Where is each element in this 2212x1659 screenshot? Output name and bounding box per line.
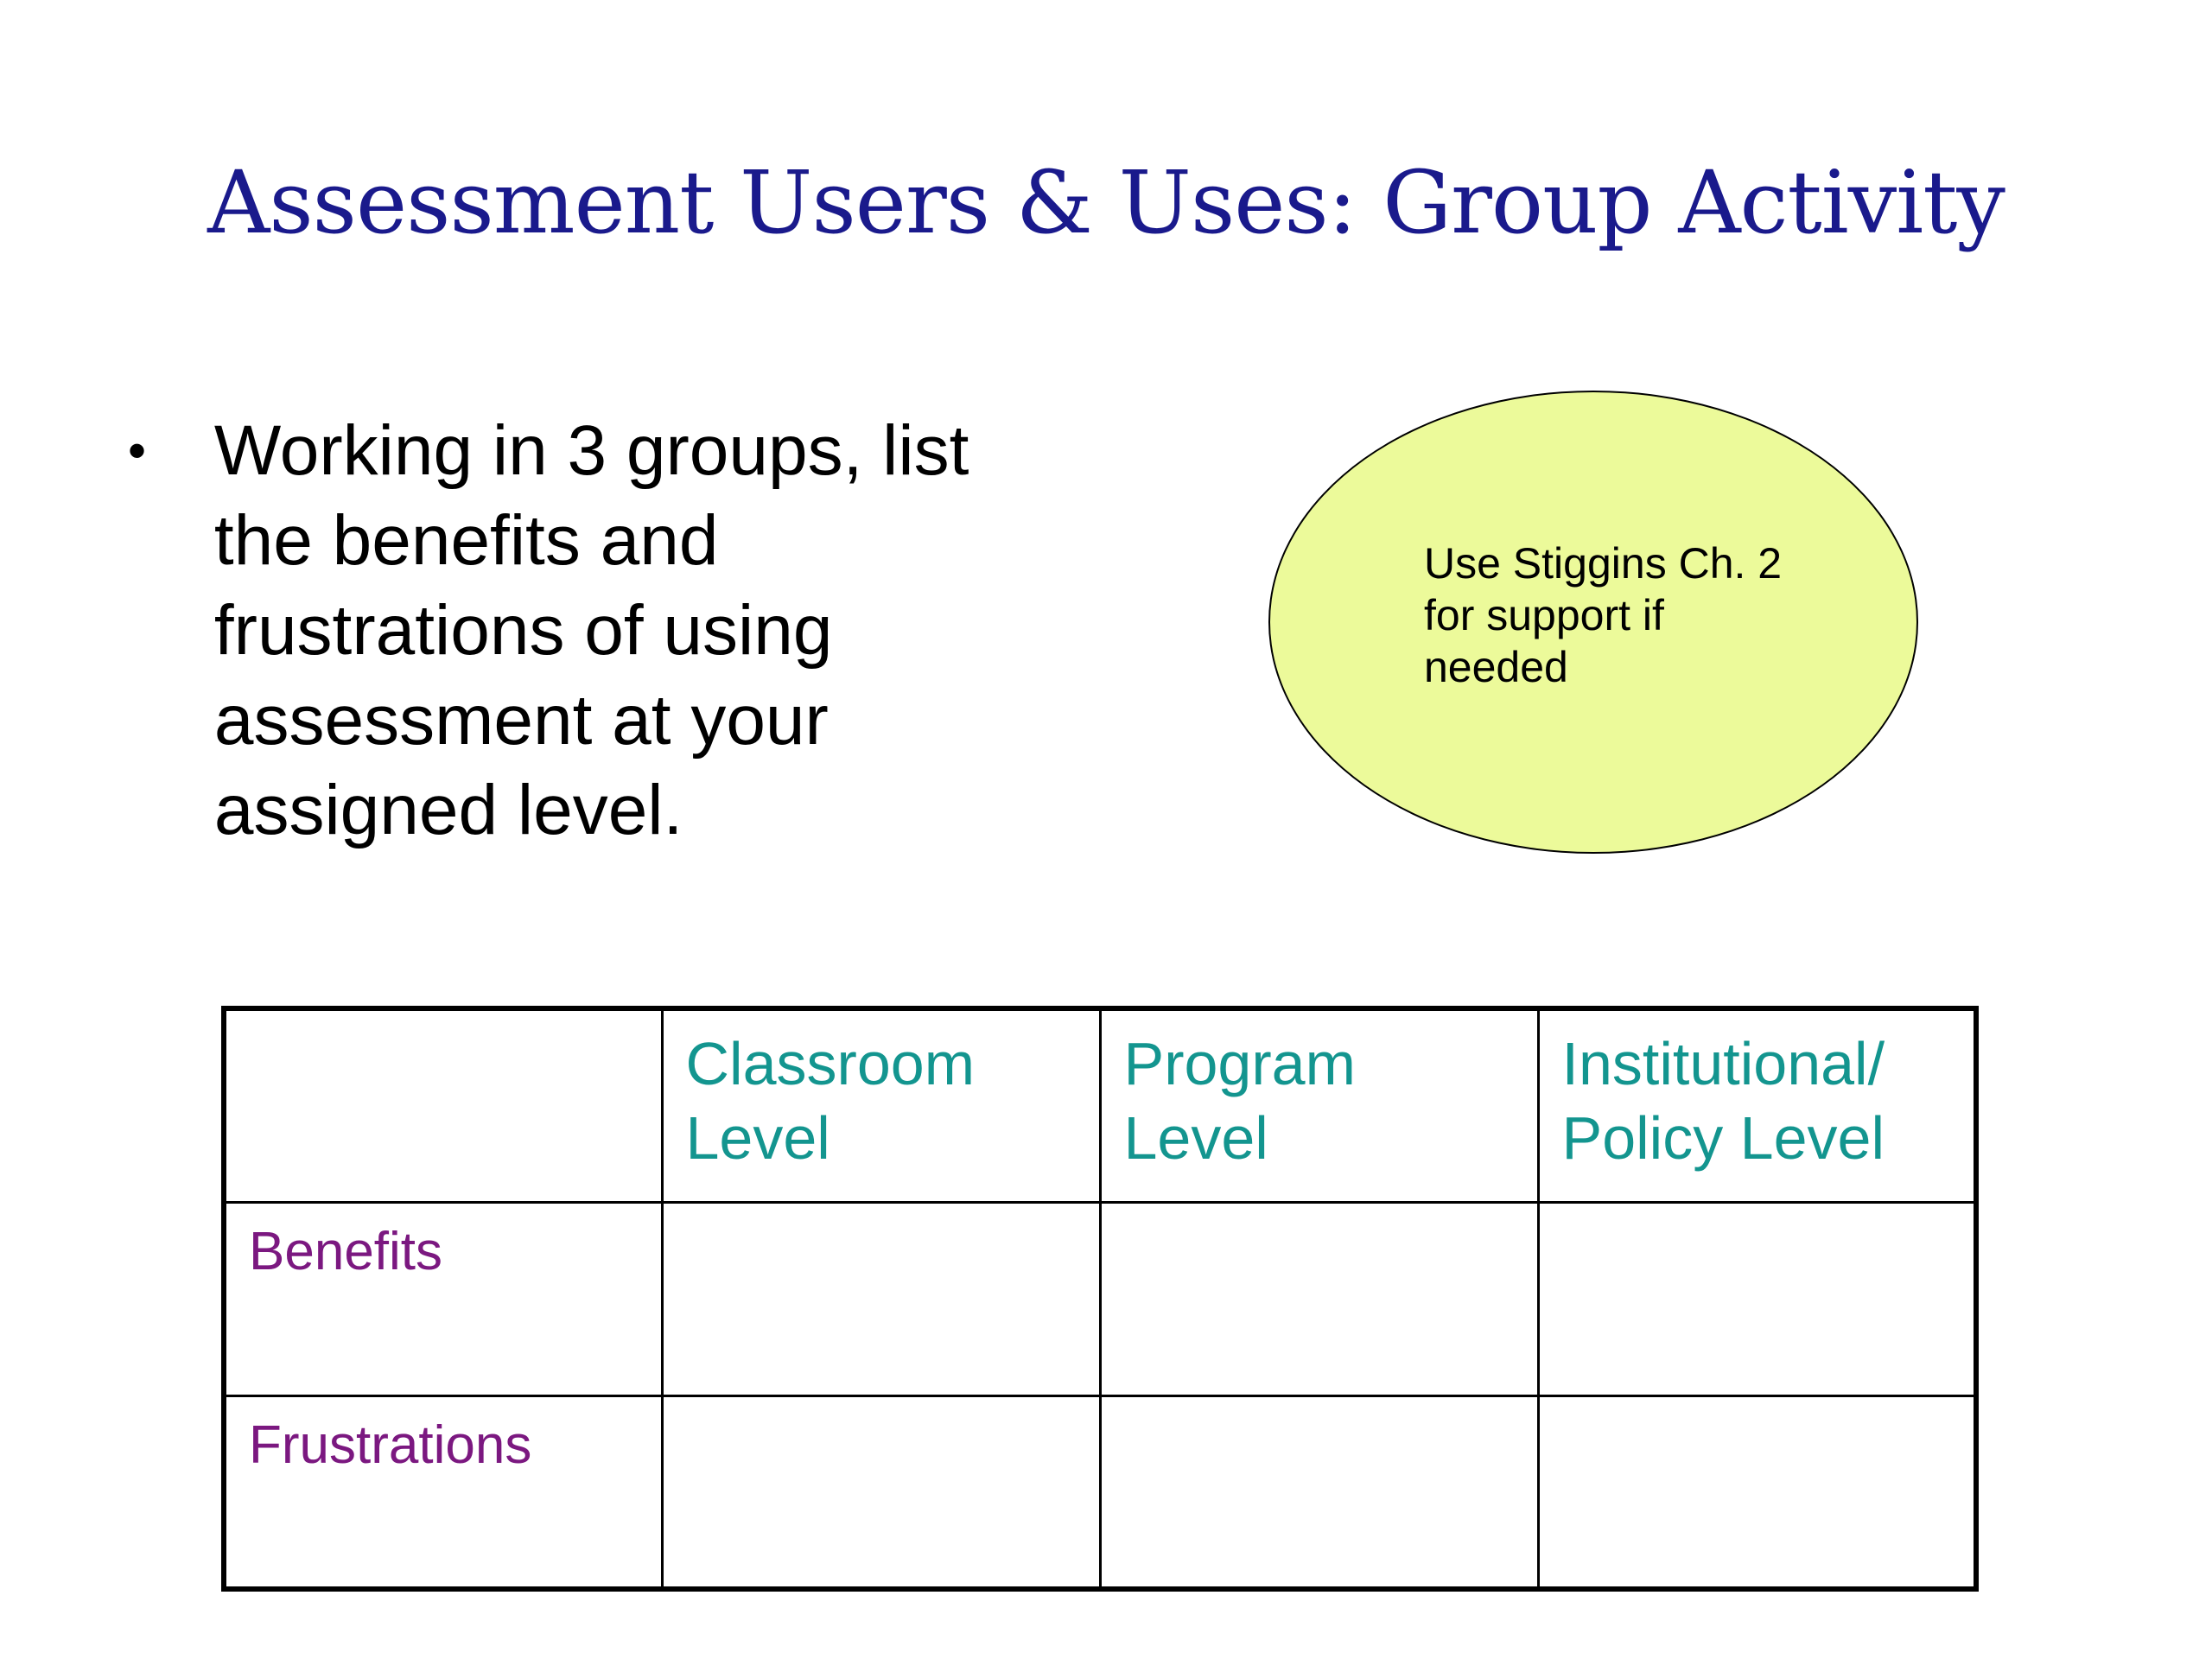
row-header-frustrations: Frustrations	[224, 1395, 662, 1589]
levels-table	[221, 1006, 1979, 1592]
table-cell	[1100, 1202, 1538, 1395]
callout-text: Use Stiggins Ch. 2 for support if needed	[1424, 539, 1783, 691]
row-header-benefits: Benefits	[224, 1202, 662, 1395]
table-header-row	[224, 1008, 1976, 1202]
table-cell	[662, 1395, 1100, 1589]
table-cell	[1100, 1395, 1538, 1589]
bullet-marker: •	[128, 422, 147, 480]
column-header-institutional: Institutional/ Policy Level	[1538, 1008, 1976, 1202]
column-header-program: Program Level	[1100, 1008, 1538, 1202]
callout-ellipse	[1268, 391, 1918, 854]
bullet-item	[128, 406, 1044, 855]
table-cell	[662, 1202, 1100, 1395]
bullet-text: Working in 3 groups, list the benefits and frustrations of using assessment at your assigned level.	[213, 411, 969, 849]
table-corner-cell	[224, 1008, 662, 1202]
column-header-classroom: Classroom Level	[662, 1008, 1100, 1202]
table-cell	[1538, 1202, 1976, 1395]
slide-title: Assessment Users & Uses: Group Activity	[207, 152, 2005, 253]
table-cell	[1538, 1395, 1976, 1589]
table-row-frustrations	[224, 1395, 1976, 1589]
table-row-benefits	[224, 1202, 1976, 1395]
